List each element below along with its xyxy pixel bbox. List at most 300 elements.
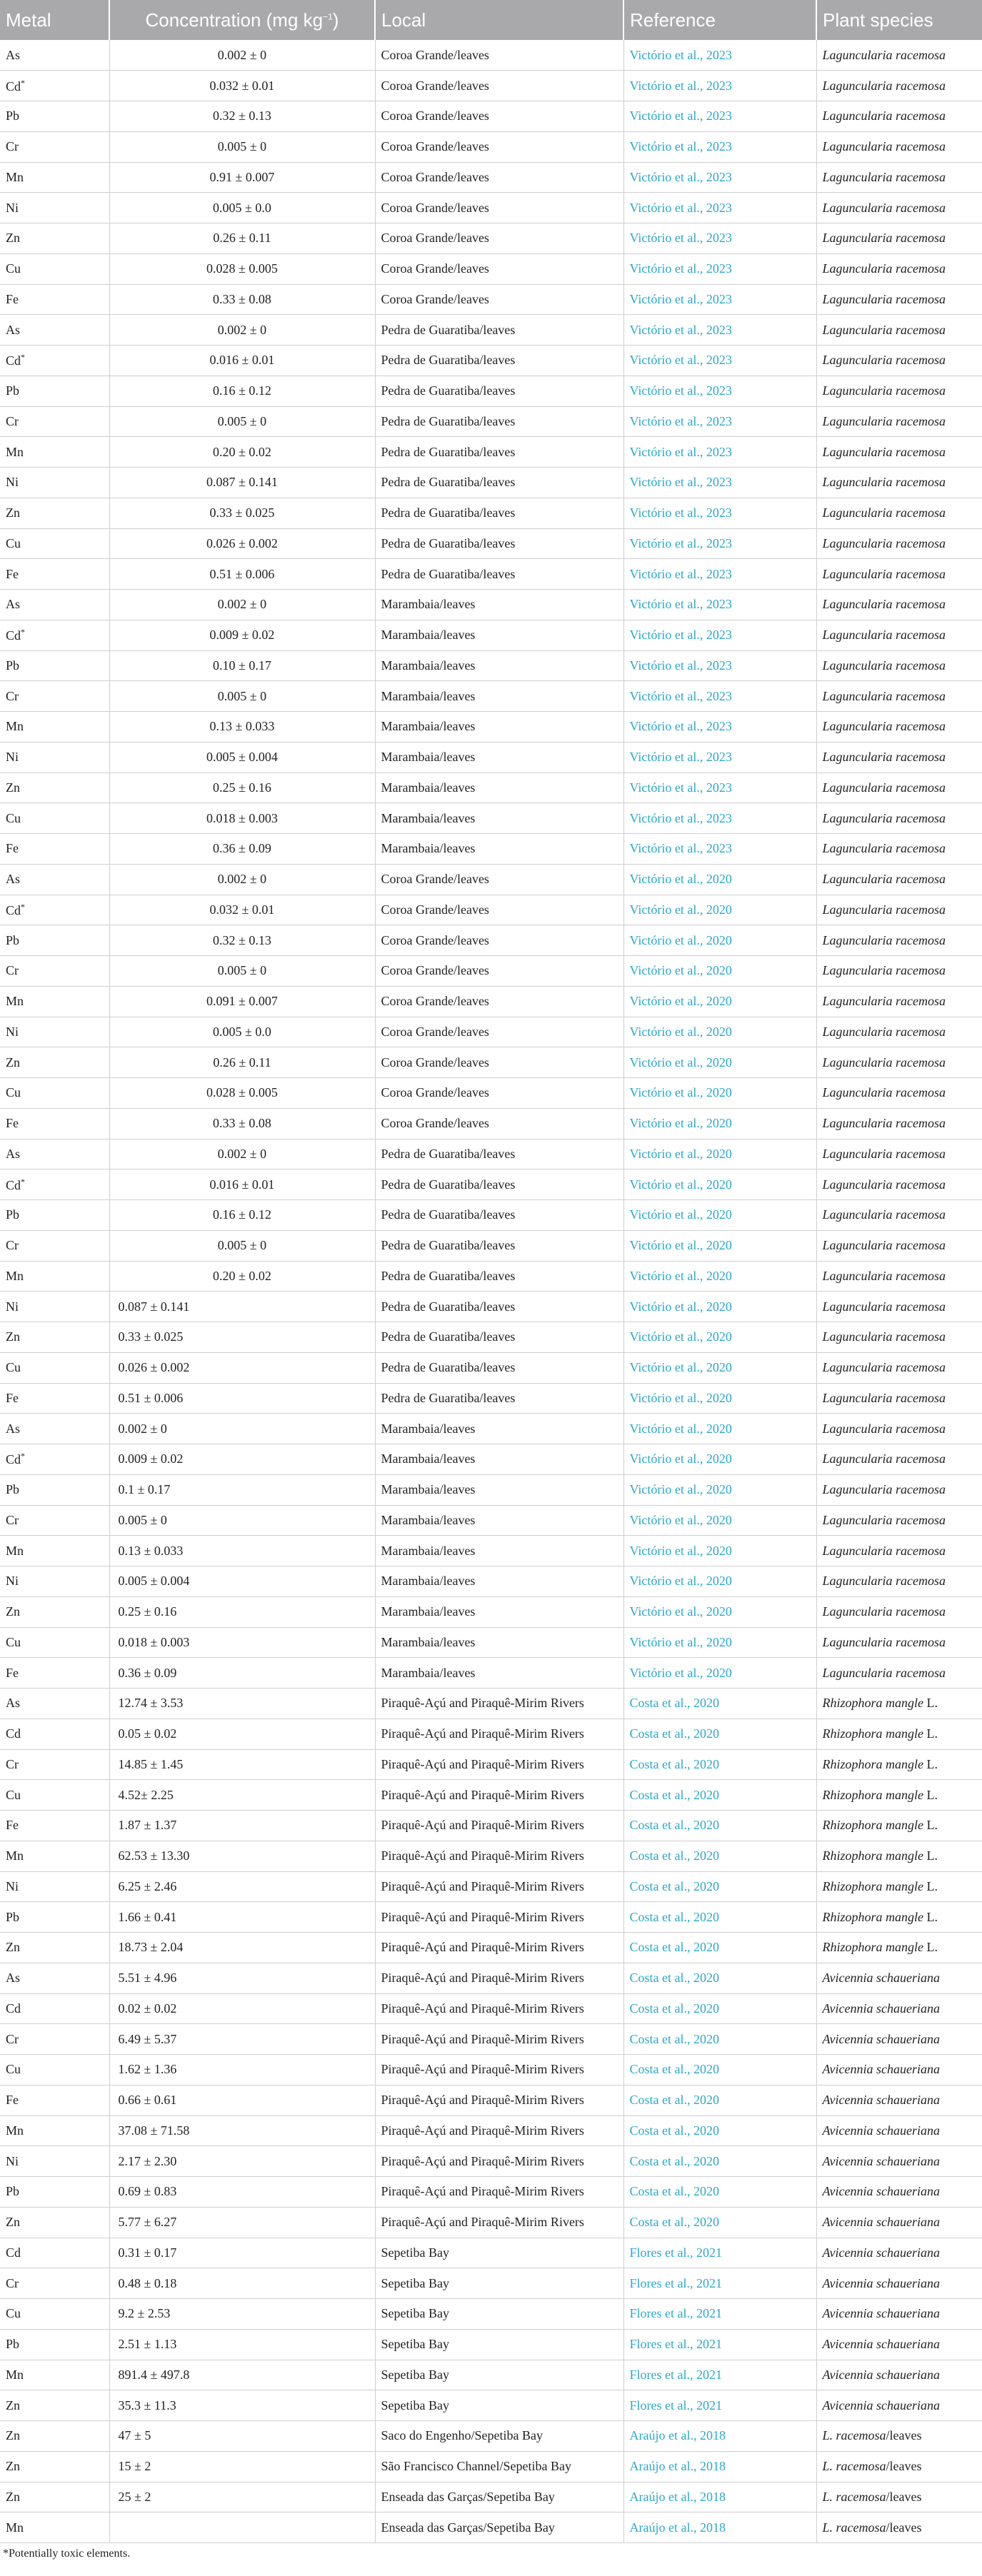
reference-link[interactable]: Victório et al., 2023 [623, 346, 816, 376]
cell-plant-species [816, 2329, 982, 2360]
cell-plant-species [816, 1169, 982, 1200]
cell-metal [0, 1993, 109, 2024]
cell-local: Pedra de Guaratiba/leaves [375, 559, 623, 590]
reference-link[interactable]: Victório et al., 2023 [623, 803, 816, 834]
reference-link[interactable]: Araújo et al., 2018 [623, 2451, 816, 2482]
table-row [0, 1200, 982, 1231]
cell-metal [0, 1566, 109, 1597]
plant-name-suffix: /leaves [886, 2489, 922, 2504]
reference-link[interactable]: Costa et al., 2020 [623, 2024, 816, 2055]
table-footnote: *Potentially toxic elements. [3, 2547, 131, 2560]
cell-local: Coroa Grande/leaves [375, 986, 623, 1017]
reference-link[interactable]: Victório et al., 2020 [623, 1108, 816, 1139]
reference-link[interactable]: Costa et al., 2020 [623, 1811, 816, 1841]
plant-name: Rhizophora mangle [822, 1787, 923, 1802]
cell-metal [0, 498, 109, 528]
toxic-marker: * [21, 77, 26, 88]
reference-link[interactable]: Victório et al., 2020 [623, 1474, 816, 1505]
reference-link[interactable]: Victório et al., 2023 [623, 498, 816, 528]
cell-plant-species [816, 223, 982, 254]
reference-link[interactable]: Victório et al., 2023 [623, 650, 816, 681]
reference-link[interactable]: Costa et al., 2020 [623, 2085, 816, 2115]
reference-link[interactable]: Victório et al., 2020 [623, 1414, 816, 1444]
cell-plant-species [816, 131, 982, 162]
cell-local: Coroa Grande/leaves [375, 1017, 623, 1047]
reference-link[interactable]: Costa et al., 2020 [623, 2207, 816, 2238]
reference-link[interactable]: Victório et al., 2023 [623, 590, 816, 620]
cell-concentration: 0.33 ± 0.025 [109, 1322, 375, 1353]
cell-local: Pedra de Guaratiba/leaves [375, 1169, 623, 1200]
plant-name: Laguncularia racemosa [822, 1390, 946, 1405]
cell-concentration: 0.51 ± 0.006 [109, 559, 375, 590]
metal-symbol: Zn [6, 2398, 20, 2413]
cell-plant-species [816, 803, 982, 834]
header-concentration-prefix: Concentration (mg kg [145, 9, 324, 31]
cell-plant-species [816, 253, 982, 284]
table-row [0, 834, 982, 865]
cell-concentration: 0.25 ± 0.16 [109, 773, 375, 803]
reference-link[interactable]: Flores et al., 2021 [623, 2299, 816, 2330]
cell-plant-species [816, 1444, 982, 1475]
reference-link[interactable]: Victório et al., 2023 [623, 712, 816, 743]
metal-symbol: As [6, 597, 21, 612]
reference-link[interactable]: Victório et al., 2020 [623, 1230, 816, 1261]
reference-link[interactable]: Victório et al., 2020 [623, 1322, 816, 1353]
cell-metal [0, 1322, 109, 1353]
reference-link[interactable]: Victório et al., 2023 [623, 559, 816, 590]
reference-link[interactable]: Victório et al., 2023 [623, 71, 816, 101]
reference-link[interactable]: Flores et al., 2021 [623, 2329, 816, 2360]
table-row [0, 1749, 982, 1780]
cell-plant-species [816, 925, 982, 956]
table-row [0, 284, 982, 315]
reference-link[interactable]: Victório et al., 2020 [623, 986, 816, 1017]
cell-metal [0, 2146, 109, 2177]
cell-metal [0, 2329, 109, 2360]
reference-link[interactable]: Victório et al., 2020 [623, 1505, 816, 1536]
cell-concentration: 0.087 ± 0.141 [109, 468, 375, 498]
metal-symbol: Cd [6, 2001, 21, 2016]
reference-link[interactable]: Victório et al., 2023 [623, 468, 816, 498]
table-row [0, 1414, 982, 1444]
cell-metal [0, 1871, 109, 1902]
plant-name: Avicennia schaueriana [822, 2306, 940, 2321]
cell-plant-species [816, 1841, 982, 1871]
cell-concentration: 12.74 ± 3.53 [109, 1689, 375, 1719]
metal-symbol: Zn [6, 780, 20, 795]
reference-link[interactable]: Victório et al., 2020 [623, 1536, 816, 1566]
reference-link[interactable]: Victório et al., 2023 [623, 773, 816, 803]
cell-metal [0, 468, 109, 498]
table-row [0, 162, 982, 193]
metal-symbol: Ni [6, 1574, 19, 1589]
reference-link[interactable]: Victório et al., 2023 [623, 437, 816, 468]
metal-symbol: Cu [6, 1787, 21, 1802]
table-row [0, 131, 982, 162]
cell-plant-species [816, 590, 982, 620]
reference-link[interactable]: Costa et al., 2020 [623, 1933, 816, 1963]
metal-symbol: Zn [6, 1329, 20, 1344]
cell-concentration: 2.17 ± 2.30 [109, 2146, 375, 2177]
cell-plant-species [816, 1689, 982, 1719]
cell-plant-species [816, 2085, 982, 2115]
cell-concentration: 9.2 ± 2.53 [109, 2299, 375, 2330]
metal-symbol: Mn [6, 2520, 24, 2535]
cell-plant-species [816, 2055, 982, 2086]
table-row [0, 2024, 982, 2055]
metal-symbol: Ni [6, 1299, 19, 1314]
cell-plant-species [816, 1780, 982, 1811]
cell-metal [0, 1200, 109, 1231]
metal-symbol: Cu [6, 2062, 21, 2077]
metal-symbol: Cd [6, 902, 21, 917]
cell-plant-species [816, 1474, 982, 1505]
table-header-row [0, 0, 982, 40]
reference-link[interactable]: Costa et al., 2020 [623, 2146, 816, 2177]
cell-plant-species [816, 1017, 982, 1047]
plant-name: Avicennia schaueriana [822, 2153, 940, 2168]
plant-name: Avicennia schaueriana [822, 2031, 940, 2046]
cell-local: Piraquê-Açú and Piraquê-Mirim Rivers [375, 1689, 623, 1719]
reference-link[interactable]: Victório et al., 2020 [623, 1566, 816, 1597]
reference-link[interactable]: Victório et al., 2020 [623, 1352, 816, 1383]
table-row [0, 895, 982, 925]
plant-name: L. racemosa [822, 2428, 886, 2443]
plant-name: Laguncularia racemosa [822, 1360, 946, 1375]
reference-link[interactable]: Victório et al., 2020 [623, 1078, 816, 1109]
reference-link[interactable]: Victório et al., 2020 [623, 1200, 816, 1231]
cell-local: Marambaia/leaves [375, 1566, 623, 1597]
cell-concentration: 0.002 ± 0 [109, 864, 375, 895]
cell-concentration: 0.13 ± 0.033 [109, 1536, 375, 1566]
metal-symbol: Ni [6, 750, 19, 765]
reference-link[interactable]: Victório et al., 2020 [623, 1658, 816, 1689]
reference-link[interactable]: Victório et al., 2020 [623, 1383, 816, 1414]
table-row [0, 1505, 982, 1536]
metal-symbol: Cr [6, 1512, 19, 1527]
table-row [0, 2207, 982, 2238]
metal-symbol: Cr [6, 2031, 19, 2046]
toxic-marker: * [21, 901, 26, 912]
table-row [0, 1963, 982, 1993]
metal-symbol: Fe [6, 566, 19, 581]
table-row [0, 956, 982, 987]
reference-link[interactable]: Victório et al., 2020 [623, 1627, 816, 1658]
reference-link[interactable]: Victório et al., 2023 [623, 528, 816, 559]
reference-link[interactable]: Victório et al., 2023 [623, 223, 816, 254]
plant-name: Laguncularia racemosa [822, 932, 946, 947]
cell-local: Coroa Grande/leaves [375, 895, 623, 925]
cell-local: Marambaia/leaves [375, 1536, 623, 1566]
reference-link[interactable]: Victório et al., 2023 [623, 406, 816, 437]
cell-metal [0, 834, 109, 865]
metal-symbol: Mn [6, 719, 24, 734]
metal-symbol: Ni [6, 1878, 19, 1893]
cell-concentration: 0.005 ± 0.004 [109, 1566, 375, 1597]
reference-link[interactable]: Victório et al., 2023 [623, 376, 816, 406]
reference-link[interactable]: Victório et al., 2023 [623, 253, 816, 284]
cell-metal [0, 1474, 109, 1505]
table-row [0, 193, 982, 223]
cell-local: Marambaia/leaves [375, 1474, 623, 1505]
cell-plant-species [816, 498, 982, 528]
cell-concentration: 0.002 ± 0 [109, 1414, 375, 1444]
cell-local: Piraquê-Açú and Piraquê-Mirim Rivers [375, 1933, 623, 1963]
table-row [0, 2512, 982, 2543]
reference-link[interactable]: Costa et al., 2020 [623, 1689, 816, 1719]
metal-symbol: Cr [6, 413, 19, 428]
cell-metal [0, 1596, 109, 1627]
metal-symbol: Mn [6, 169, 24, 184]
metal-symbol: Mn [6, 444, 24, 459]
cell-local: Piraquê-Açú and Piraquê-Mirim Rivers [375, 1993, 623, 2024]
cell-concentration: 2.51 ± 1.13 [109, 2329, 375, 2360]
cell-plant-species [816, 101, 982, 132]
reference-link[interactable]: Victório et al., 2023 [623, 101, 816, 132]
table-row [0, 742, 982, 773]
cell-concentration: 0.36 ± 0.09 [109, 834, 375, 865]
table-row [0, 925, 982, 956]
cell-local: Marambaia/leaves [375, 681, 623, 712]
cell-plant-species [816, 162, 982, 193]
plant-name: Laguncularia racemosa [822, 475, 946, 490]
cell-plant-species [816, 1566, 982, 1597]
cell-local: Marambaia/leaves [375, 1658, 623, 1689]
cell-concentration: 35.3 ± 11.3 [109, 2390, 375, 2421]
reference-link[interactable]: Flores et al., 2021 [623, 2390, 816, 2421]
plant-name: Laguncularia racemosa [822, 688, 946, 703]
cell-metal [0, 1536, 109, 1566]
plant-name-suffix: L. [923, 1878, 938, 1893]
cell-concentration: 1.62 ± 1.36 [109, 2055, 375, 2086]
reference-link[interactable]: Victório et al., 2020 [623, 1596, 816, 1627]
reference-link[interactable]: Victório et al., 2020 [623, 1139, 816, 1169]
metal-symbol: Cd [6, 2245, 21, 2260]
cell-concentration: 0.33 ± 0.08 [109, 1108, 375, 1139]
cell-local: Pedra de Guaratiba/leaves [375, 406, 623, 437]
table-row [0, 559, 982, 590]
metal-symbol: Cu [6, 261, 21, 276]
reference-link[interactable]: Victório et al., 2020 [623, 895, 816, 925]
cell-local: Coroa Grande/leaves [375, 864, 623, 895]
cell-metal [0, 2482, 109, 2512]
metal-symbol: Cd [6, 1726, 21, 1741]
plant-name: Laguncularia racemosa [822, 810, 946, 825]
reference-link[interactable]: Victório et al., 2020 [623, 1261, 816, 1292]
cell-local: Pedra de Guaratiba/leaves [375, 1352, 623, 1383]
table-row [0, 2360, 982, 2390]
metal-symbol: Cu [6, 1360, 21, 1375]
cell-local: Sepetiba Bay [375, 2390, 623, 2421]
cell-local: Coroa Grande/leaves [375, 101, 623, 132]
metal-symbol: Zn [6, 505, 20, 520]
reference-link[interactable]: Victório et al., 2023 [623, 193, 816, 223]
cell-plant-species [816, 1902, 982, 1933]
cell-plant-species [816, 40, 982, 71]
cell-metal [0, 1261, 109, 1292]
cell-plant-species [816, 864, 982, 895]
reference-link[interactable]: Victório et al., 2023 [623, 681, 816, 712]
reference-link[interactable]: Victório et al., 2023 [623, 131, 816, 162]
reference-link[interactable]: Victório et al., 2020 [623, 864, 816, 895]
metal-symbol: Mn [6, 1543, 24, 1558]
reference-link[interactable]: Costa et al., 2020 [623, 1749, 816, 1780]
cell-metal [0, 1902, 109, 1933]
reference-link[interactable]: Victório et al., 2023 [623, 40, 816, 71]
plant-name: Avicennia schaueriana [822, 2184, 940, 2199]
plant-name: Laguncularia racemosa [822, 1085, 946, 1100]
plant-name: Laguncularia racemosa [822, 535, 946, 550]
reference-link[interactable]: Costa et al., 2020 [623, 1780, 816, 1811]
plant-name: Rhizophora mangle [822, 1756, 923, 1771]
cell-plant-species [816, 2207, 982, 2238]
cell-local: Coroa Grande/leaves [375, 162, 623, 193]
cell-metal [0, 712, 109, 743]
metal-symbol: As [6, 1421, 21, 1436]
table-row [0, 223, 982, 254]
reference-link[interactable]: Victório et al., 2020 [623, 956, 816, 987]
reference-link[interactable]: Costa et al., 2020 [623, 1963, 816, 1993]
reference-link[interactable]: Costa et al., 2020 [623, 1841, 816, 1871]
cell-concentration: 0.05 ± 0.02 [109, 1719, 375, 1749]
cell-local: Pedra de Guaratiba/leaves [375, 498, 623, 528]
cell-plant-species [816, 1200, 982, 1231]
plant-name: Laguncularia racemosa [822, 1207, 946, 1222]
table-row [0, 2268, 982, 2299]
cell-metal [0, 1627, 109, 1658]
table-row [0, 1078, 982, 1109]
cell-metal [0, 1963, 109, 1993]
cell-plant-species [816, 1719, 982, 1749]
reference-link[interactable]: Victório et al., 2020 [623, 1292, 816, 1322]
metal-symbol: Fe [6, 1390, 19, 1405]
cell-concentration: 0.51 ± 0.006 [109, 1383, 375, 1414]
cell-concentration: 0.032 ± 0.01 [109, 71, 375, 101]
reference-link[interactable]: Costa et al., 2020 [623, 2115, 816, 2146]
plant-name: Laguncularia racemosa [822, 322, 946, 337]
cell-metal [0, 2115, 109, 2146]
cell-metal [0, 1292, 109, 1322]
cell-local: Sepetiba Bay [375, 2299, 623, 2330]
reference-link[interactable]: Victório et al., 2020 [623, 1047, 816, 1078]
plant-name: Laguncularia racemosa [822, 78, 946, 93]
reference-link[interactable]: Costa et al., 2020 [623, 1719, 816, 1749]
table-row [0, 2451, 982, 2482]
reference-link[interactable]: Victório et al., 2023 [623, 620, 816, 650]
cell-concentration: 0.26 ± 0.11 [109, 223, 375, 254]
metal-symbol: Cu [6, 810, 21, 825]
reference-link[interactable]: Flores et al., 2021 [623, 2268, 816, 2299]
reference-link[interactable]: Victório et al., 2023 [623, 742, 816, 773]
metal-symbol: Pb [6, 658, 20, 673]
metal-symbol: Zn [6, 2428, 20, 2443]
metal-symbol: Cr [6, 2275, 19, 2290]
plant-name: Rhizophora mangle [822, 1940, 923, 1955]
metal-symbol: Zn [6, 1604, 20, 1619]
metal-symbol: Mn [6, 994, 24, 1009]
header-concentration-sup: −1 [323, 11, 333, 21]
reference-link[interactable]: Costa et al., 2020 [623, 1902, 816, 1933]
table-row [0, 1169, 982, 1200]
header-concentration [109, 0, 375, 40]
plant-name: Laguncularia racemosa [822, 994, 946, 1009]
metal-symbol: Pb [6, 2184, 20, 2199]
reference-link[interactable]: Costa et al., 2020 [623, 2177, 816, 2208]
reference-link[interactable]: Victório et al., 2023 [623, 162, 816, 193]
cell-metal [0, 1383, 109, 1414]
reference-link[interactable]: Costa et al., 2020 [623, 2055, 816, 2086]
cell-plant-species [816, 773, 982, 803]
cell-metal [0, 101, 109, 132]
cell-concentration: 0.026 ± 0.002 [109, 528, 375, 559]
cell-metal [0, 1444, 109, 1475]
table-row [0, 986, 982, 1017]
cell-metal [0, 590, 109, 620]
reference-link[interactable]: Victório et al., 2023 [623, 315, 816, 346]
cell-metal [0, 1017, 109, 1047]
cell-plant-species [816, 2390, 982, 2421]
cell-local: Piraquê-Açú and Piraquê-Mirim Rivers [375, 1719, 623, 1749]
cell-metal [0, 2177, 109, 2208]
cell-plant-species [816, 1292, 982, 1322]
plant-name: Avicennia schaueriana [822, 2275, 940, 2290]
table-row [0, 1536, 982, 1566]
cell-plant-species [816, 1230, 982, 1261]
reference-link[interactable]: Victório et al., 2020 [623, 1017, 816, 1047]
reference-link[interactable]: Flores et al., 2021 [623, 2360, 816, 2390]
plant-name: L. racemosa [822, 2489, 886, 2504]
cell-plant-species [816, 1352, 982, 1383]
reference-link[interactable]: Victório et al., 2020 [623, 1444, 816, 1475]
reference-link[interactable]: Victório et al., 2023 [623, 284, 816, 315]
cell-plant-species [816, 468, 982, 498]
reference-link[interactable]: Costa et al., 2020 [623, 1993, 816, 2024]
cell-concentration: 37.08 ± 71.58 [109, 2115, 375, 2146]
plant-name: Rhizophora mangle [822, 1726, 923, 1741]
reference-link[interactable]: Araújo et al., 2018 [623, 2421, 816, 2452]
plant-name: Laguncularia racemosa [822, 1451, 946, 1466]
reference-link[interactable]: Victório et al., 2020 [623, 1169, 816, 1200]
cell-concentration: 0.016 ± 0.01 [109, 1169, 375, 1200]
plant-name: Avicennia schaueriana [822, 1971, 940, 1986]
reference-link[interactable]: Costa et al., 2020 [623, 1871, 816, 1902]
metal-symbol: Cd [6, 1452, 21, 1467]
table-row [0, 2238, 982, 2268]
cell-plant-species [816, 2421, 982, 2452]
cell-metal [0, 253, 109, 284]
plant-name: Laguncularia racemosa [822, 169, 946, 184]
reference-link[interactable]: Flores et al., 2021 [623, 2238, 816, 2268]
table-row [0, 40, 982, 71]
cell-metal [0, 1689, 109, 1719]
cell-local: Pedra de Guaratiba/leaves [375, 346, 623, 376]
cell-concentration: 0.005 ± 0 [109, 406, 375, 437]
metal-symbol: Pb [6, 109, 20, 124]
cell-metal [0, 2299, 109, 2330]
reference-link[interactable]: Araújo et al., 2018 [623, 2482, 816, 2512]
reference-link[interactable]: Victório et al., 2020 [623, 925, 816, 956]
cell-local: Marambaia/leaves [375, 620, 623, 650]
metal-symbol: Cu [6, 2306, 21, 2321]
cell-concentration: 0.26 ± 0.11 [109, 1047, 375, 1078]
plant-name: Laguncularia racemosa [822, 413, 946, 428]
cell-local: Sepetiba Bay [375, 2238, 623, 2268]
table-row [0, 1352, 982, 1383]
table-row [0, 681, 982, 712]
reference-link[interactable]: Victório et al., 2023 [623, 834, 816, 865]
reference-link[interactable]: Araújo et al., 2018 [623, 2512, 816, 2543]
cell-local: Marambaia/leaves [375, 1596, 623, 1627]
